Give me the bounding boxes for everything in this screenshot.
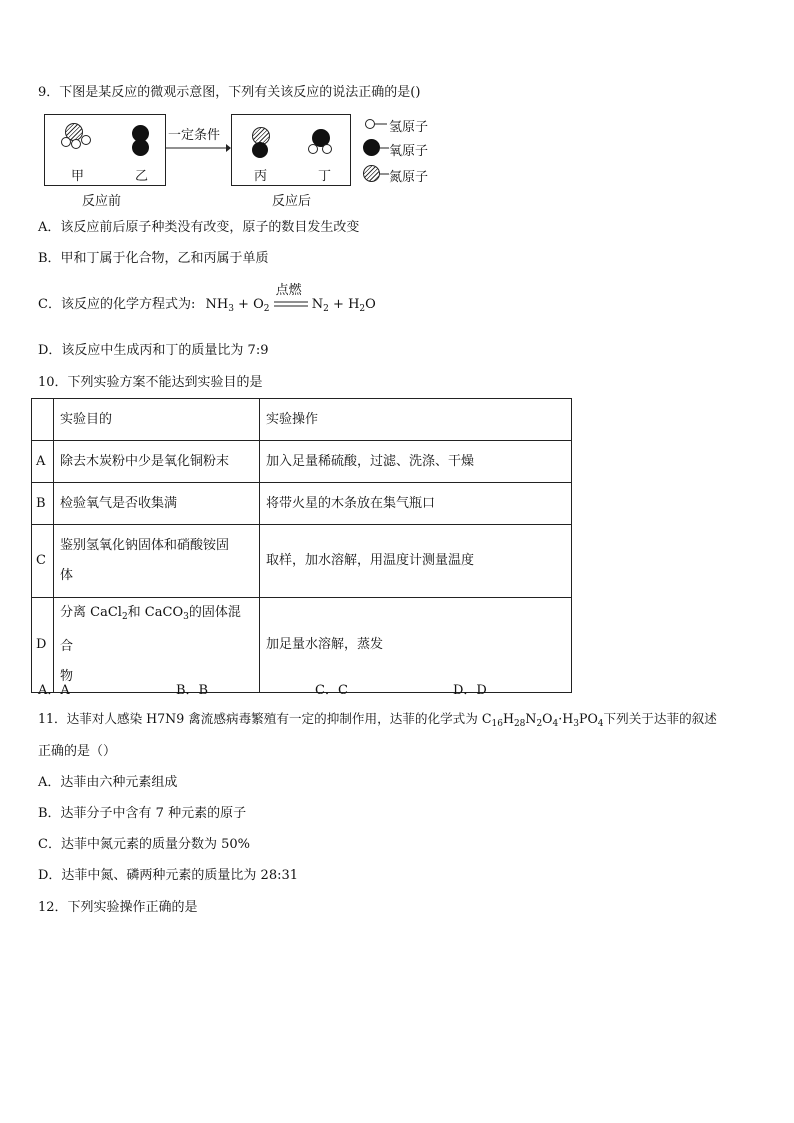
q9-option-c [38,282,376,318]
q12-stem: 12．下列实验操作正确的是 [38,900,198,915]
option-c-prefix: C．该反应的化学方程式为: [38,297,196,312]
hydrogen-legend-icon [365,119,375,129]
row-purpose: 分离 CaCl$_2$和 CaCO$_3$的固体混合 物 [54,598,260,693]
hydrogen-atom [322,144,332,154]
legend-nitrogen: 氮原子 [389,170,429,185]
chemical-equation: $NH_3 + O_2$ 点燃 $N_2 + H_2O$ [205,282,376,314]
row-operation: 取样，加水溶解，用温度计测量温度 [260,525,572,598]
arrow-icon [164,143,232,153]
table-row [32,483,572,525]
row-purpose: 除去木炭粉中少是氧化铜粉末 [54,441,260,483]
legend-hydrogen: 氢原子 [389,120,429,135]
hydrogen-atom [81,135,91,145]
q10-stem: 10．下列实验方案不能达到实验目的是 [38,375,263,390]
row-operation: 加入足量稀硫酸，过滤、洗涤、干燥 [260,441,572,483]
hydrogen-atom [308,144,318,154]
q11-option-a: A．达菲由六种元素组成 [38,775,178,790]
hydrogen-atom [61,137,71,147]
legend-dash-icon [375,123,387,125]
q10-option-c: C．C [315,683,348,698]
legend-dash-icon [380,147,389,149]
oxygen-atom [252,142,268,158]
q9-stem: 9．下图是某反应的微观示意图，下列有关该反应的说法正确的是() [38,85,421,100]
q11-option-b: B．达菲分子中含有 7 种元素的原子 [38,806,247,821]
row-operation: 加足量水溶解，蒸发 [260,598,572,693]
row-key: A [32,441,54,483]
reaction-condition: 一定条件 [168,128,221,143]
oxygen-atom [132,139,149,156]
q9-option-d: D．该反应中生成丙和丁的质量比为 7:9 [38,343,269,358]
oxygen-legend-icon [363,139,380,156]
header-cell: 实验目的 [54,399,260,441]
equals-sign-icon [274,301,308,307]
before-box [44,114,166,186]
label-ding: 丁 [318,169,332,184]
table-header-row [32,399,572,441]
row-key: D [32,598,54,693]
header-cell: 实验操作 [260,399,572,441]
experiment-table [31,398,572,693]
table-row [32,598,572,693]
row-operation: 将带火星的木条放在集气瓶口 [260,483,572,525]
q11-option-c: C．达菲中氮元素的质量分数为 50% [38,837,250,852]
label-bing: 丙 [254,169,268,184]
table-row [32,525,572,598]
q11-stem-line2: 正确的是（） [38,744,117,759]
nitrogen-legend-icon [363,165,380,182]
caption-before: 反应前 [82,194,122,209]
caption-after: 反应后 [272,194,312,209]
q9-option-a: A．该反应前后原子种类没有改变，原子的数目发生改变 [38,220,360,235]
q11-stem: 11．达菲对人感染 H7N9 禽流感病毒繁殖有一定的抑制作用，达菲的化学式为 $C_{16}H_{28}N_2O_4\cdot H_3PO_4$下列关于达菲的叙述 [38,711,717,729]
equation-condition: 点燃 [274,298,308,312]
header-cell [32,399,54,441]
legend-dash-icon [380,173,389,175]
q10-option-a: A．A [38,683,70,698]
q10-option-b: B．B [176,683,209,698]
q11-option-d: D．达菲中氮、磷两种元素的质量比为 28:31 [38,868,299,883]
legend-oxygen: 氧原子 [389,144,429,159]
q10-option-d: D．D [453,683,487,698]
hydrogen-atom [71,139,81,149]
row-purpose: 鉴别氢氧化钠固体和硝酸铵固 体 [54,525,260,598]
row-key: B [32,483,54,525]
table-row [32,441,572,483]
row-purpose: 检验氧气是否收集满 [54,483,260,525]
label-yi: 乙 [135,169,149,184]
row-key: C [32,525,54,598]
label-jia: 甲 [71,169,85,184]
q9-option-b: B．甲和丁属于化合物，乙和丙属于单质 [38,251,269,266]
after-box [231,114,351,186]
